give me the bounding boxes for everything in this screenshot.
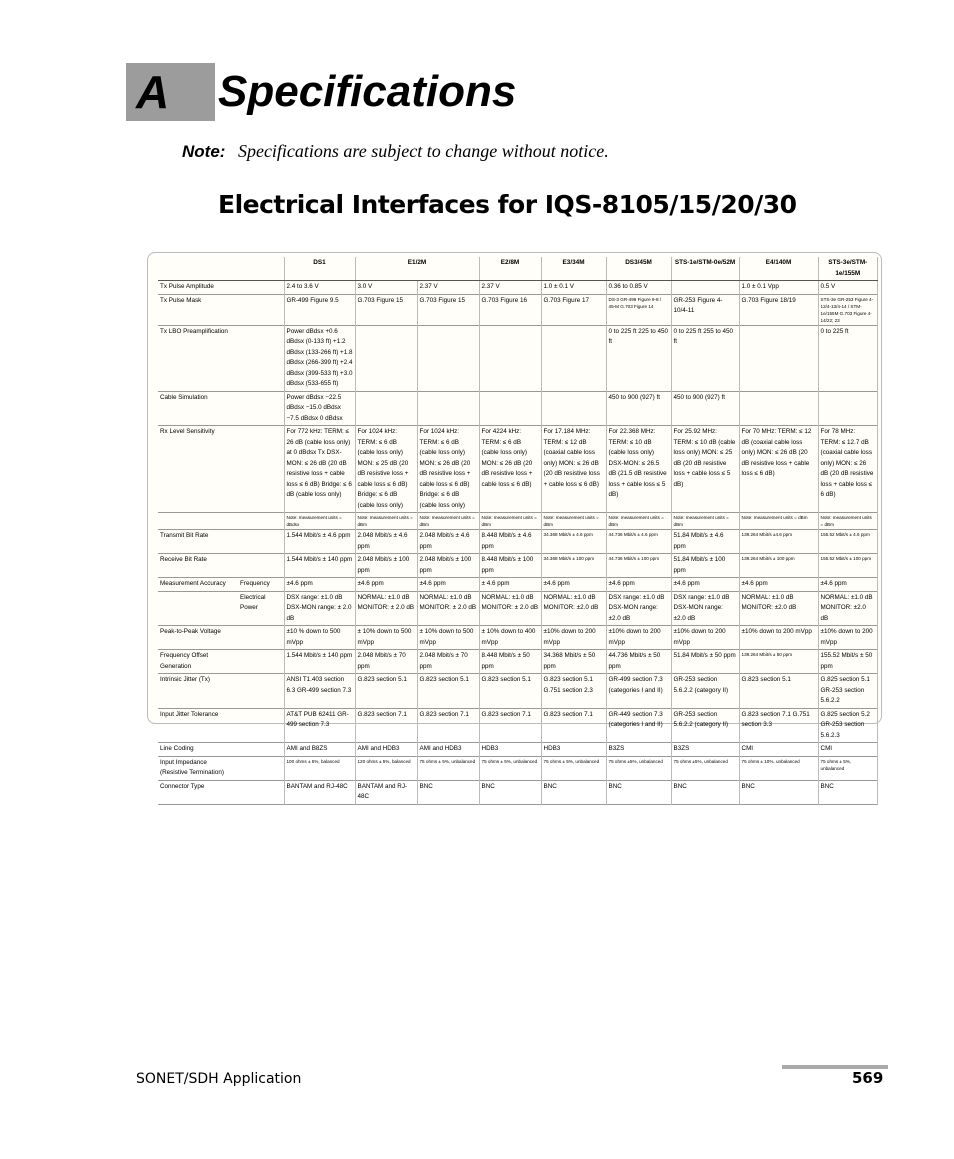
table-cell: Power dBdsx −22.5 dBdsx −15.0 dBdsx −7.5 dBdsx 0 dBdsx (284, 391, 355, 426)
table-cell: G.703 Figure 15 (355, 294, 417, 325)
table-cell: G.825 section 5.2 GR-253 section 5.6.2.3 (818, 708, 877, 743)
table-cell: NORMAL: ±1.0 dB MONITOR: ±2.0 dB (818, 591, 877, 626)
row-label: Line Coding (160, 745, 194, 752)
table-cell (479, 325, 541, 391)
table-row (158, 743, 878, 757)
table-cell: Note: measurement units = dBm (606, 513, 671, 530)
row-sublabel (238, 708, 284, 743)
table-cell: Note: measurement units = dBm (541, 513, 606, 530)
table-cell: G.703 Figure 16 (479, 294, 541, 325)
row-label (158, 591, 238, 626)
table-cell (671, 281, 739, 295)
row-sublabel (238, 325, 284, 391)
table-cell: For 78 MHz: TERM: ≤ 12.7 dB (coaxial cable loss only) MON: ≤ 26 dB (20 dB resistive loss + cable loss ≤ 6 dB) (818, 426, 877, 513)
table-cell: DSX range: ±1.0 dB DSX-MON range: ±2.0 dB (606, 591, 671, 626)
table-cell: 44.736 Mbit/s ± 50 ppm (606, 650, 671, 674)
table-cell: G.823 section 7.1 (479, 708, 541, 743)
table-cell: AMI and HDB3 (417, 743, 479, 757)
table-cell: ± 4.6 ppm (479, 578, 541, 592)
table-cell: 34.368 Mbit/s ± 50 ppm (541, 650, 606, 674)
table-cell: NORMAL: ±1.0 dB MONITOR: ±2.0 dB (541, 591, 606, 626)
row-label: Transmit Bit Rate (160, 532, 209, 539)
table-cell: 75 ohms ± 10%, unbalanced (739, 756, 818, 780)
row-label: Input Jitter Tolerance (160, 710, 219, 718)
section-title: Electrical Interfaces for IQS-8105/15/20/30 (218, 190, 797, 219)
table-cell: 1.0 ± 0.1 Vpp (739, 281, 818, 295)
table-cell: 155.52 Mbit/s ± 50 ppm (818, 650, 877, 674)
table-cell: G.823 section 5.1 (479, 674, 541, 709)
table-cell: ± 10% down to 400 mVpp (479, 626, 541, 650)
table-row (158, 591, 878, 626)
chapter-title: Specifications (218, 67, 517, 116)
table-cell: BNC (479, 780, 541, 804)
column-header: STS-1e/STM-0e/52M (671, 257, 739, 281)
table-cell: 450 to 900 (927) ft (606, 391, 671, 426)
row-sublabel (238, 650, 284, 674)
table-cell: 2.37 V (417, 281, 479, 295)
column-header: E2/8M (479, 257, 541, 281)
row-sublabel: Electrical Power (238, 591, 284, 626)
table-cell: For 22.368 MHz: TERM: ≤ 10 dB (cable loss only) DSX-MON: ≤ 26.5 dB (21.5 dB resistive loss + cable loss ≤ 5 dB) (606, 426, 671, 513)
table-cell (355, 391, 417, 426)
table-cell: Note: measurement units = dBm (417, 513, 479, 530)
table-cell: G.823 section 7.1 G.751 section 3.3 (739, 708, 818, 743)
column-header: DS3/45M (606, 257, 671, 281)
table-cell: For 772 kHz: TERM: ≤ 26 dB (cable loss only) at 0 dBdsx Tx DSX-MON: ≤ 26 dB (20 dB resistive loss + cable loss ≤ 6 dB) Bridge: ≤ 6 dB (cable loss only) (284, 426, 355, 513)
row-sublabel (238, 294, 284, 325)
table-cell: 34.368 Mbit/s ± 4.6 ppm (541, 530, 606, 554)
table-cell (417, 325, 479, 391)
row-sublabel (238, 530, 284, 554)
table-cell: DSX range: ±1.0 dB DSX-MON range: ±2.0 dB (671, 591, 739, 626)
table-cell: For 70 MHz: TERM: ≤ 12 dB (coaxial cable loss only) MON: ≤ 26 dB (20 dB resistive loss + cable loss ≤ 6 dB) (739, 426, 818, 513)
row-label: Rx Level Sensitivity (160, 428, 215, 435)
column-header: E1/2M (355, 257, 479, 281)
table-cell: STS-3e GR-253 Figure 4-12/4-13/4-14 / STM-1e/155M G.703 Figure 4-14/22; 23 (818, 294, 877, 325)
row-label: Tx Pulse Mask (160, 296, 202, 304)
table-cell: 75 ohms ± 5%, unbalanced (818, 756, 877, 780)
table-cell: Note: measurement units = dBm (671, 513, 739, 530)
table-cell: 44.736 Mbit/s ± 4.6 ppm (606, 530, 671, 554)
table-cell: 75 ohms ± 5%, unbalanced (479, 756, 541, 780)
table-cell: 1.544 Mbit/s ± 4.6 ppm (284, 530, 355, 554)
column-header: E4/140M (739, 257, 818, 281)
row-sublabel (238, 426, 284, 513)
table-cell: 75 ohms ±5%, unbalanced (606, 756, 671, 780)
table-cell: 0.5 V (818, 281, 877, 295)
table-cell: For 4224 kHz: TERM: ≤ 6 dB (cable loss only) MON: ≤ 26 dB (20 dB resistive loss + cable loss ≤ 6 dB) (479, 426, 541, 513)
table-cell: G.823 section 5.1 (355, 674, 417, 709)
row-label: Frequency Offset Generation (160, 652, 209, 670)
table-cell: 1.544 Mbit/s ± 140 ppm (284, 650, 355, 674)
table-cell: G.703 Figure 15 (417, 294, 479, 325)
table-row (158, 391, 878, 426)
table-cell: BNC (818, 780, 877, 804)
table-cell: ±4.6 ppm (284, 578, 355, 592)
spec-table-body (158, 281, 878, 805)
table-cell: For 1024 kHz: TERM: ≤ 6 dB (cable loss only) MON: ≤ 26 dB (20 dB resistive loss + cable loss ≤ 6 dB) Bridge: ≤ 6 dB (cable loss only) (417, 426, 479, 513)
column-header: DS1 (284, 257, 355, 281)
table-cell: 1.0 ± 0.1 V (541, 281, 606, 295)
table-cell: G.825 section 5.1 GR-253 section 5.6.2.2 (818, 674, 877, 709)
row-sublabel (238, 674, 284, 709)
row-sublabel (238, 743, 284, 757)
table-cell: 139.264 Mbit/s ± 100 ppm (739, 554, 818, 578)
table-cell: 450 to 900 (927) ft (671, 391, 739, 426)
table-row (158, 554, 878, 578)
table-row (158, 780, 878, 804)
table-cell: ANSI T1.403 section 6.3 GR-499 section 7.3 (284, 674, 355, 709)
table-cell: 8.448 Mbit/s ± 100 ppm (479, 554, 541, 578)
table-cell: DSX range: ±1.0 dB DSX-MON range: ± 2.0 dB (284, 591, 355, 626)
row-sublabel (238, 626, 284, 650)
table-cell: BNC (739, 780, 818, 804)
table-cell: ±4.6 ppm (417, 578, 479, 592)
table-cell: B3ZS (671, 743, 739, 757)
table-cell: ±10% down to 200 mVpp (606, 626, 671, 650)
row-sublabel (238, 513, 284, 530)
table-cell (541, 325, 606, 391)
table-cell: 139.264 Mbit/s ± 50 ppm (739, 650, 818, 674)
table-cell: B3ZS (606, 743, 671, 757)
table-cell: NORMAL: ±1.0 dB MONITOR: ± 2.0 dB (355, 591, 417, 626)
table-cell: G.823 section 7.1 (355, 708, 417, 743)
table-cell: NORMAL: ±1.0 dB MONITOR: ±2.0 dB (739, 591, 818, 626)
table-cell: GR-253 Figure 4-10/4-11 (671, 294, 739, 325)
table-cell: 2.048 Mbit/s ± 70 ppm (417, 650, 479, 674)
table-cell: AT&T PUB 62411 GR-499 section 7.3 (284, 708, 355, 743)
table-cell: ±4.6 ppm (739, 578, 818, 592)
header-blank (158, 257, 238, 281)
table-cell: BANTAM and RJ-48C (355, 780, 417, 804)
table-row (158, 281, 878, 295)
table-cell: Note: measurement units = dBm (818, 513, 877, 530)
table-cell: For 25.92 MHz: TERM: ≤ 10 dB (cable loss only) MON: ≤ 25 dB (20 dB resistive loss + cable loss ≤ 5 dB) (671, 426, 739, 513)
row-label (158, 513, 238, 530)
table-cell: BNC (671, 780, 739, 804)
table-cell: For 17.184 MHz: TERM: ≤ 12 dB (coaxial cable loss only) MON: ≤ 26 dB (20 dB resistive loss + cable loss ≤ 6 dB) (541, 426, 606, 513)
table-cell: Note: measurement units = dBm (355, 513, 417, 530)
table-cell: Note: measurement units = dBm (479, 513, 541, 530)
table-cell: 0 to 225 ft (818, 325, 877, 391)
table-cell: 0 to 225 ft 255 to 450 ft (671, 325, 739, 391)
table-row (158, 756, 878, 780)
table-cell: 100 ohms ± 5%, balanced (284, 756, 355, 780)
table-cell (739, 391, 818, 426)
row-sublabel (238, 554, 284, 578)
table-cell: BNC (417, 780, 479, 804)
table-cell: DS-3 GR-499 Figure 9-8 / 45-M G.703 Figure 14 (606, 294, 671, 325)
table-cell: ±10 % down to 500 mVpp (284, 626, 355, 650)
table-cell: G.703 Figure 18/19 (739, 294, 818, 325)
note (182, 141, 609, 162)
table-cell (355, 325, 417, 391)
table-cell: BANTAM and RJ-48C (284, 780, 355, 804)
table-cell: ±4.6 ppm (818, 578, 877, 592)
table-cell: BNC (541, 780, 606, 804)
table-cell: ± 10% down to 500 mVpp (417, 626, 479, 650)
table-cell: Note: measurement units = dBm (739, 513, 818, 530)
table-cell: 8.448 Mbit/s ± 4.6 ppm (479, 530, 541, 554)
table-cell (417, 391, 479, 426)
table-cell: 2.048 Mbit/s ± 100 ppm (417, 554, 479, 578)
spec-table (158, 257, 878, 805)
table-cell: 155.52 Mbit/s ± 4.6 ppm (818, 530, 877, 554)
table-cell: 2.048 Mbit/s ± 4.6 ppm (417, 530, 479, 554)
table-cell: G.823 section 5.1 (417, 674, 479, 709)
row-label: Cable Simulation (160, 393, 208, 401)
note-label: Note: (182, 142, 226, 161)
table-cell: 51.84 Mbit/s ± 50 ppm (671, 650, 739, 674)
table-row (158, 294, 878, 325)
table-cell: NORMAL: ±1.0 dB MONITOR: ± 2.0 dB (417, 591, 479, 626)
table-row (158, 530, 878, 554)
table-cell: G.823 section 5.1 G.751 section 2.3 (541, 674, 606, 709)
table-cell: CMI (818, 743, 877, 757)
table-row (158, 325, 878, 391)
table-cell: ±4.6 ppm (671, 578, 739, 592)
table-row (158, 626, 878, 650)
table-cell: BNC (606, 780, 671, 804)
row-label: Measurement Accuracy (160, 580, 226, 587)
table-cell: GR-449 section 7.3 (categories I and II) (606, 708, 671, 743)
row-label: Tx LBO Preamplification (160, 327, 228, 335)
table-cell: 155.52 Mbit/s ± 100 ppm (818, 554, 877, 578)
row-label: Receive Bit Rate (160, 556, 207, 563)
table-cell: 1.544 Mbit/s ± 140 ppm (284, 554, 355, 578)
table-cell: G.823 section 7.1 (417, 708, 479, 743)
table-cell: 75 ohms ± 5%, unbalanced (417, 756, 479, 780)
table-cell: 51.84 Mbit/s ± 4.6 ppm (671, 530, 739, 554)
table-cell: NORMAL: ±1.0 dB MONITOR: ± 2.0 dB (479, 591, 541, 626)
table-cell: AMI and B8ZS (284, 743, 355, 757)
table-cell (739, 325, 818, 391)
table-row (158, 708, 878, 743)
table-cell: G.823 section 7.1 (541, 708, 606, 743)
table-cell: 44.736 Mbit/s ± 100 ppm (606, 554, 671, 578)
table-cell: ±4.6 ppm (541, 578, 606, 592)
table-cell: 0 to 225 ft 225 to 450 ft (606, 325, 671, 391)
table-cell: ±10% down to 200 mVpp (739, 626, 818, 650)
row-label: Tx Pulse Amplitude (160, 283, 214, 290)
row-label: Peak-to-Peak Voltage (160, 628, 221, 635)
table-cell: 75 ohms ±5%, unbalanced (671, 756, 739, 780)
header-row (158, 257, 878, 281)
table-cell: GR-499 Figure 9.5 (284, 294, 355, 325)
table-cell: 2.37 V (479, 281, 541, 295)
table-cell: 2.048 Mbit/s ± 4.6 ppm (355, 530, 417, 554)
row-label: Connector Type (160, 782, 205, 790)
table-cell: AMI and HDB3 (355, 743, 417, 757)
page-number: 569 (852, 1069, 884, 1087)
table-cell: ±10% down to 200 mVpp (541, 626, 606, 650)
row-sublabel (238, 780, 284, 804)
table-row (158, 674, 878, 709)
row-label: Intrinsic Jitter (Tx) (160, 676, 211, 683)
row-label: Input Impedance (Resistive Termination) (160, 758, 224, 776)
table-cell: G.823 section 5.1 (739, 674, 818, 709)
table-cell: ±4.6 ppm (606, 578, 671, 592)
table-cell: ±4.6 ppm (355, 578, 417, 592)
table-cell: ±10% down to 200 mVpp (671, 626, 739, 650)
spec-table-panel (147, 252, 882, 800)
table-cell: HDB3 (479, 743, 541, 757)
table-row (158, 578, 878, 592)
table-cell: 51.84 Mbit/s ± 100 ppm (671, 554, 739, 578)
table-cell: For 1024 kHz: TERM: ≤ 6 dB (cable loss only) MON: ≤ 25 dB (20 dB resistive loss + cable loss ≤ 6 dB) Bridge: ≤ 6 dB (cable loss only) (355, 426, 417, 513)
table-cell: ±10% down to 200 mVpp (818, 626, 877, 650)
column-header: E3/34M (541, 257, 606, 281)
table-cell: 2.048 Mbit/s ± 100 ppm (355, 554, 417, 578)
table-cell (479, 391, 541, 426)
table-cell: GR-253 section 5.6.2.2 (category II) (671, 708, 739, 743)
table-cell: 120 ohms ± 5%, balanced (355, 756, 417, 780)
column-header: STS-3e/STM-1e/155M (818, 257, 877, 281)
note-text: Specifications are subject to change without notice. (237, 141, 609, 161)
table-cell (818, 391, 877, 426)
row-sublabel (238, 281, 284, 295)
table-cell: 2.048 Mbit/s ± 70 ppm (355, 650, 417, 674)
table-cell: 8.448 Mbit/s ± 50 ppm (479, 650, 541, 674)
table-row (158, 650, 878, 674)
table-cell: CMI (739, 743, 818, 757)
table-row (158, 426, 878, 513)
table-cell (541, 391, 606, 426)
table-cell: Note: measurement units = dBdsx (284, 513, 355, 530)
table-cell: 75 ohms ± 5%, unbalanced (541, 756, 606, 780)
table-row (158, 513, 878, 530)
table-cell: HDB3 (541, 743, 606, 757)
table-cell: 139.264 Mbit/s ±4.6 ppm (739, 530, 818, 554)
header-blank (238, 257, 284, 281)
table-cell: Power dBdsx +0.6 dBdsx (0-133 ft) +1.2 dBdsx (133-266 ft) +1.8 dBdsx (266-399 ft) +2.4 dBdsx (399-533 ft) +3.0 dBdsx (533-655 ft) (284, 325, 355, 391)
row-sublabel (238, 391, 284, 426)
table-cell: 34.368 Mbit/s ± 100 ppm (541, 554, 606, 578)
chapter-letter: A (136, 66, 170, 118)
table-cell: 3.0 V (355, 281, 417, 295)
table-cell: 0.36 to 0.85 V (606, 281, 671, 295)
table-cell: ± 10% down to 500 mVpp (355, 626, 417, 650)
row-sublabel: Frequency (238, 578, 284, 592)
table-cell: G.703 Figure 17 (541, 294, 606, 325)
footer-section: SONET/SDH Application (136, 1071, 302, 1087)
table-cell: GR-499 section 7.3 (categories I and II) (606, 674, 671, 709)
table-cell: GR-253 section 5.6.2.2 (category II) (671, 674, 739, 709)
row-sublabel (238, 756, 284, 780)
table-cell: 2.4 to 3.6 V (284, 281, 355, 295)
